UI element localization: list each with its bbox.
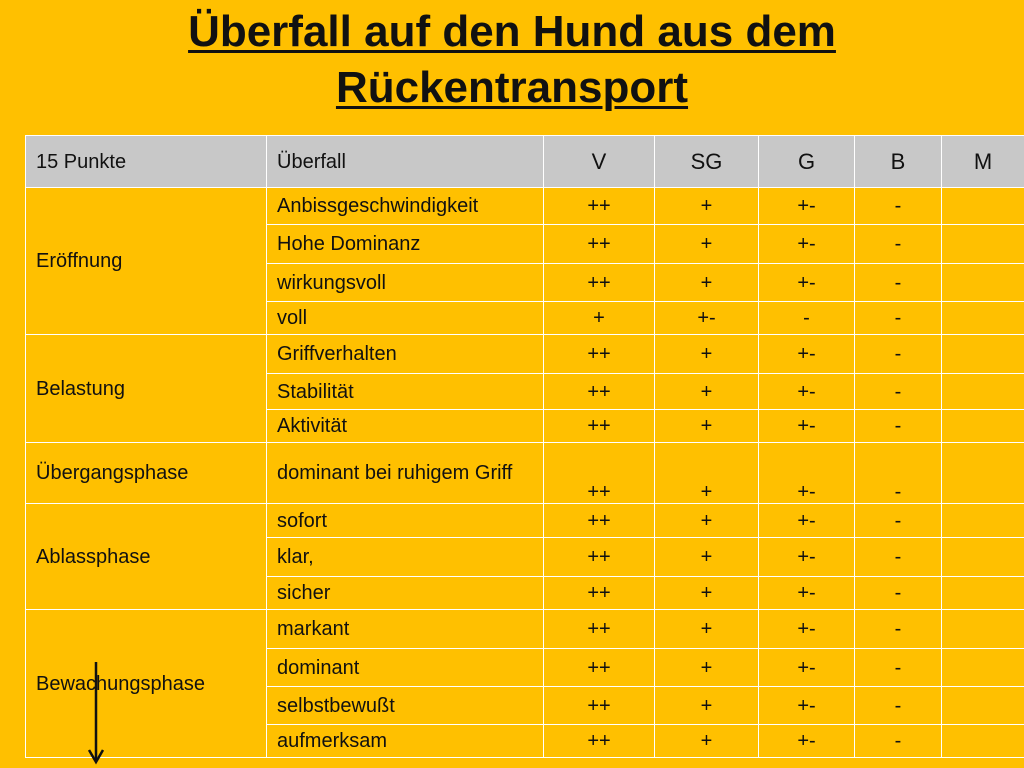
rating-table (25, 135, 1024, 758)
rating-g-cell: +- (759, 443, 855, 504)
rating-b-cell: - (855, 725, 942, 758)
rating-v-cell: ++ (544, 410, 655, 443)
rating-b-cell: - (855, 335, 942, 374)
header-attack: Überfall (267, 136, 544, 188)
criterion-cell: Aktivität (267, 410, 544, 443)
rating-sg-cell: + (655, 725, 759, 758)
rating-v-cell: ++ (544, 225, 655, 264)
rating-b-cell: - (855, 577, 942, 610)
table-row (26, 610, 1024, 649)
header-sg: SG (655, 136, 759, 188)
rating-sg-cell: + (655, 264, 759, 302)
rating-m-cell (942, 225, 1024, 264)
header-b: B (855, 136, 942, 188)
rating-v-cell: ++ (544, 725, 655, 758)
rating-v-cell: ++ (544, 610, 655, 649)
down-arrow-icon (86, 662, 106, 768)
rating-sg-cell: + (655, 335, 759, 374)
criterion-cell: Stabilität (267, 374, 544, 410)
rating-sg-cell: + (655, 538, 759, 577)
phase-label: Belastung (26, 335, 267, 443)
rating-sg-cell: +- (655, 302, 759, 335)
rating-sg-cell: + (655, 687, 759, 725)
criterion-cell: dominant (267, 649, 544, 687)
rating-v-cell: + (544, 302, 655, 335)
criterion-cell: voll (267, 302, 544, 335)
rating-m-cell (942, 443, 1024, 504)
rating-g-cell: +- (759, 610, 855, 649)
phase-label: Übergangsphase (26, 443, 267, 504)
criterion-cell: Hohe Dominanz (267, 225, 544, 264)
criterion-cell: aufmerksam (267, 725, 544, 758)
rating-m-cell (942, 188, 1024, 225)
rating-b-cell: - (855, 188, 942, 225)
rating-g-cell: +- (759, 649, 855, 687)
rating-g-cell: +- (759, 687, 855, 725)
rating-sg-cell: + (655, 225, 759, 264)
rating-b-cell: - (855, 264, 942, 302)
rating-m-cell (942, 504, 1024, 538)
rating-m-cell (942, 538, 1024, 577)
table-body (26, 136, 1024, 758)
rating-g-cell: - (759, 302, 855, 335)
title-line-1: Überfall auf den Hund aus dem (188, 7, 836, 56)
table-row (26, 504, 1024, 538)
rating-b-cell: - (855, 410, 942, 443)
rating-b-cell: - (855, 649, 942, 687)
rating-m-cell (942, 410, 1024, 443)
rating-g-cell: +- (759, 410, 855, 443)
rating-m-cell (942, 264, 1024, 302)
criterion-cell: markant (267, 610, 544, 649)
header-g: G (759, 136, 855, 188)
rating-v-cell: ++ (544, 335, 655, 374)
rating-b-cell: - (855, 687, 942, 725)
rating-v-cell: ++ (544, 188, 655, 225)
rating-sg-cell: + (655, 374, 759, 410)
rating-m-cell (942, 577, 1024, 610)
rating-g-cell: +- (759, 374, 855, 410)
rating-v-cell: ++ (544, 443, 655, 504)
rating-m-cell (942, 687, 1024, 725)
phase-label: Ablassphase (26, 504, 267, 610)
phase-label: Bewachungsphase (26, 610, 267, 758)
rating-m-cell (942, 610, 1024, 649)
rating-sg-cell: + (655, 188, 759, 225)
rating-b-cell: - (855, 504, 942, 538)
rating-sg-cell: + (655, 577, 759, 610)
criterion-cell: sicher (267, 577, 544, 610)
rating-v-cell: ++ (544, 538, 655, 577)
rating-g-cell: +- (759, 504, 855, 538)
rating-sg-cell: + (655, 443, 759, 504)
rating-v-cell: ++ (544, 374, 655, 410)
rating-g-cell: +- (759, 264, 855, 302)
title-line-2: Rückentransport (335, 63, 689, 112)
rating-g-cell: +- (759, 577, 855, 610)
page-title (0, 4, 1024, 116)
header-m: M (942, 136, 1024, 188)
rating-sg-cell: + (655, 610, 759, 649)
rating-b-cell: - (855, 225, 942, 264)
rating-v-cell: ++ (544, 687, 655, 725)
criterion-cell: wirkungsvoll (267, 264, 544, 302)
rating-sg-cell: + (655, 649, 759, 687)
rating-g-cell: +- (759, 725, 855, 758)
rating-v-cell: ++ (544, 504, 655, 538)
rating-b-cell: - (855, 302, 942, 335)
criterion-cell: klar, (267, 538, 544, 577)
rating-m-cell (942, 649, 1024, 687)
criterion-cell: Anbissgeschwindigkeit (267, 188, 544, 225)
criterion-cell: sofort (267, 504, 544, 538)
header-v: V (544, 136, 655, 188)
criterion-cell: dominant bei ruhigem Griff (267, 443, 544, 504)
table-row (26, 188, 1024, 225)
criterion-cell: Griffverhalten (267, 335, 544, 374)
rating-b-cell: - (855, 538, 942, 577)
header-row (26, 136, 1024, 188)
rating-m-cell (942, 335, 1024, 374)
rating-b-cell: - (855, 374, 942, 410)
rating-sg-cell: + (655, 504, 759, 538)
rating-g-cell: +- (759, 335, 855, 374)
rating-v-cell: ++ (544, 649, 655, 687)
rating-b-cell: - (855, 610, 942, 649)
rating-sg-cell: + (655, 410, 759, 443)
table-row (26, 335, 1024, 374)
rating-g-cell: +- (759, 225, 855, 264)
rating-m-cell (942, 302, 1024, 335)
rating-v-cell: ++ (544, 264, 655, 302)
table-row (26, 443, 1024, 504)
rating-m-cell (942, 374, 1024, 410)
header-points: 15 Punkte (26, 136, 267, 188)
rating-g-cell: +- (759, 538, 855, 577)
rating-g-cell: +- (759, 188, 855, 225)
criterion-cell: selbstbewußt (267, 687, 544, 725)
rating-b-cell: - (855, 443, 942, 504)
rating-m-cell (942, 725, 1024, 758)
phase-label: Eröffnung (26, 188, 267, 335)
rating-v-cell: ++ (544, 577, 655, 610)
